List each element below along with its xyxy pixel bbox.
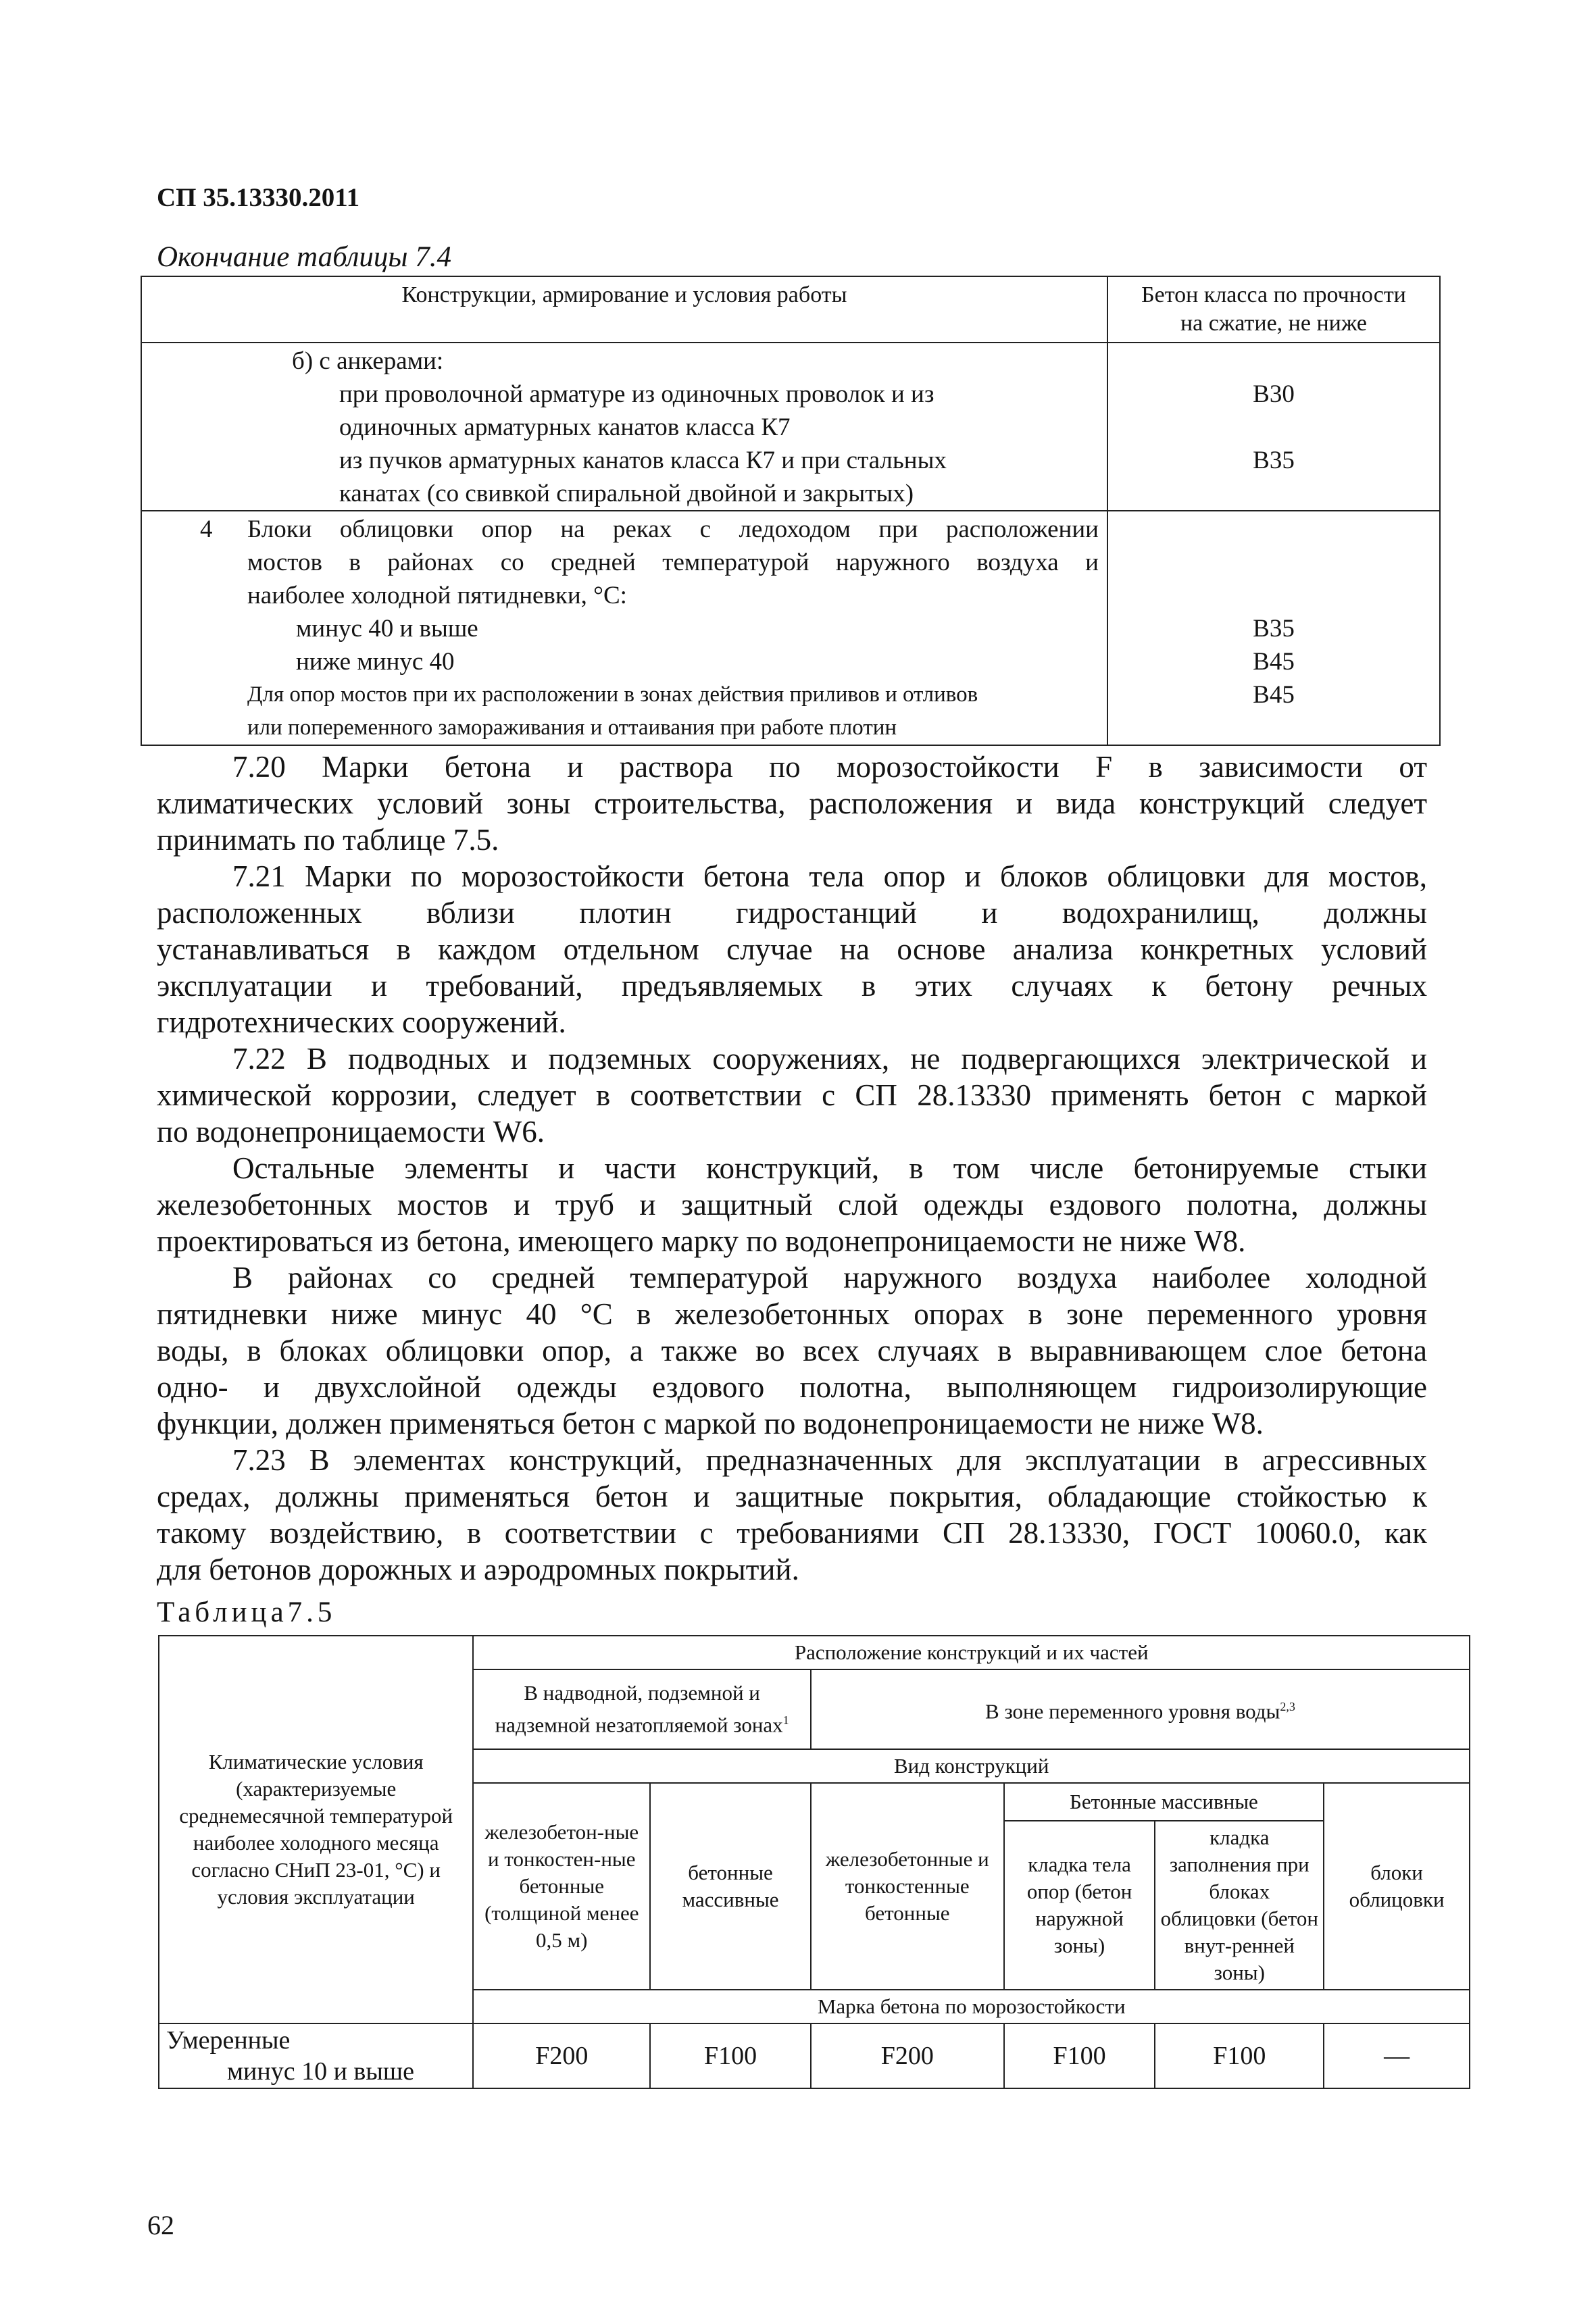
table-7-5-caption: Таблица7.5 bbox=[157, 1596, 336, 1628]
frost-grade-header: Марка бетона по морозостойкости bbox=[473, 1990, 1470, 2023]
row-b-title: б) с анкерами: bbox=[292, 347, 444, 375]
body-text bbox=[157, 749, 1427, 1588]
paragraph-7-23-line: средах, должны применяться бетон и защитные покрытия, обладающие стойкостью к bbox=[157, 1480, 1427, 1513]
col-masonry-body: кладка тела опор (бетон наружной зоны) bbox=[1004, 1821, 1155, 1990]
row-b-item2-value: В35 bbox=[1253, 447, 1295, 474]
col-facing-blocks: блоки облицовки bbox=[1324, 1783, 1470, 1990]
paragraph-7-21-line: 7.21 Марки по морозостойкости бетона тела опор и блоков облицовки для мостов, bbox=[232, 859, 1427, 893]
row-moderate-label bbox=[159, 2023, 473, 2088]
page-number: 62 bbox=[147, 2210, 174, 2240]
row-4-description bbox=[141, 511, 1107, 745]
row-4-sub2-value: В45 bbox=[1253, 648, 1295, 676]
col-masonry-fill: кладка заполнения при блоках облицовки (бетон внут-ренней зоны) bbox=[1155, 1821, 1324, 1990]
variable-zone-header-text: В зоне переменного уровня воды bbox=[985, 1699, 1280, 1724]
paragraph-regions-line: В районах со средней температурой наружного воздуха наиболее холодной bbox=[232, 1261, 1427, 1294]
table-cell: F100 bbox=[650, 2023, 811, 2088]
paragraph-regions-line: одно- и двухслойной одежды ездового полотна, выполняющем гидроизолирующие bbox=[157, 1370, 1427, 1404]
paragraph-regions-line: воды, в блоках облицовки опор, а также во всех случаях в выравнивающем слое бетона bbox=[157, 1334, 1427, 1367]
row-4-line1: Блоки облицовки опор на реках с ледоходом при расположении bbox=[247, 515, 1099, 543]
table-cell: F200 bbox=[811, 2023, 1004, 2088]
table-cell: F100 bbox=[1004, 2023, 1155, 2088]
climate-conditions-header: Климатические условия (характеризуемые среднемесячной температурой наиболее холодного месяца согласно СНиП 23-01, °С) и условия эксплуатации bbox=[159, 1636, 473, 2023]
row-4-values bbox=[1107, 511, 1440, 745]
table-header-row bbox=[141, 276, 1440, 343]
paragraph-7-21-line: эксплуатации и требований, предъявляемых в этих случаях к бетону речных bbox=[157, 969, 1427, 1003]
table-row bbox=[141, 511, 1440, 745]
above-water-footnote: 1 bbox=[782, 1713, 789, 1728]
row-b-item1-value: В30 bbox=[1253, 380, 1295, 408]
table-row bbox=[159, 1636, 1470, 1669]
row-4-number: 4 bbox=[200, 515, 213, 543]
variable-zone-footnote: 2,3 bbox=[1280, 1700, 1295, 1714]
header-concrete-class-line2: на сжатие, не ниже bbox=[1180, 311, 1367, 336]
paragraph-7-21-line: расположенных вблизи плотин гидростанций и водохранилищ, должны bbox=[157, 896, 1427, 930]
paragraph-7-20-line: 7.20 Марки бетона и раствора по морозостойкости F в зависимости от bbox=[232, 750, 1427, 784]
paragraph-7-22-line: химической коррозии, следует в соответствии с СП 28.13330 применять бетон с маркой bbox=[157, 1078, 1427, 1112]
row-moderate-label-line1: Умеренные bbox=[166, 2026, 291, 2055]
paragraph-other-elements-line: железобетонных мостов и труб и защитный слой одежды ездового полотна, должны bbox=[157, 1188, 1427, 1222]
above-water-header bbox=[473, 1669, 811, 1749]
table-7-4 bbox=[141, 276, 1441, 746]
above-water-header-text: В надводной, подземной и надземной незатопляемой зонах bbox=[495, 1681, 783, 1737]
header-constructions: Конструкции, армирование и условия работы bbox=[141, 276, 1107, 343]
row-4-line3: наиболее холодной пятидневки, °С: bbox=[247, 582, 627, 609]
table-7-5 bbox=[158, 1635, 1470, 2089]
paragraph-7-23-line: для бетонов дорожных и аэродромных покрытий. bbox=[157, 1553, 799, 1586]
paragraph-7-20-line: принимать по таблице 7.5. bbox=[157, 823, 499, 857]
header-concrete-class bbox=[1107, 276, 1440, 343]
paragraph-7-21-line: устанавливаться в каждом отдельном случае на основе анализа конкретных условий bbox=[157, 932, 1427, 966]
paragraph-7-21-line: гидротехнических сооружений. bbox=[157, 1005, 566, 1039]
paragraph-7-23-line: такому воздействию, в соответствии с требованиями СП 28.13330, ГОСТ 10060.0, как bbox=[157, 1516, 1427, 1550]
structure-type-header: Вид конструкций bbox=[473, 1749, 1470, 1783]
paragraph-7-20-line: климатических условий зоны строительства, расположения и вида конструкций следует bbox=[157, 786, 1427, 820]
row-4-sub1: минус 40 и выше bbox=[296, 615, 478, 643]
row-4-note-line2: или попеременного замораживания и оттаивания при работе плотин bbox=[247, 715, 897, 740]
row-b-item1-line2: одиночных арматурных канатов класса К7 bbox=[339, 413, 791, 441]
col-massive: бетонные массивные bbox=[650, 1783, 811, 1990]
paragraph-7-22-line: 7.22 В подводных и подземных сооружениях, не подвергающихся электрической и bbox=[232, 1042, 1427, 1076]
row-b-description bbox=[141, 343, 1107, 511]
paragraph-7-23-line: 7.23 В элементах конструкций, предназначенных для эксплуатации в агрессивных bbox=[232, 1443, 1427, 1477]
table-cell: F100 bbox=[1155, 2023, 1324, 2088]
col-rc-thin-variable: железобетонные и тонкостенные бетонные bbox=[811, 1783, 1004, 1990]
table-row bbox=[159, 2023, 1470, 2088]
row-4-sub1-value: В35 bbox=[1253, 615, 1295, 643]
paragraph-regions-line: функции, должен применяться бетон с маркой по водонепроницаемости не ниже W8. bbox=[157, 1407, 1264, 1440]
table-continuation-caption: Окончание таблицы 7.4 bbox=[157, 241, 452, 273]
paragraph-7-22-line: по водонепроницаемости W6. bbox=[157, 1115, 545, 1149]
table-cell: — bbox=[1324, 2023, 1470, 2088]
header-concrete-class-line1: Бетон класса по прочности bbox=[1141, 282, 1406, 307]
row-4-sub2: ниже минус 40 bbox=[296, 648, 455, 676]
row-moderate-label-line2: минус 10 и выше bbox=[227, 2057, 415, 2086]
location-header: Расположение конструкций и их частей bbox=[473, 1636, 1470, 1669]
document-code: СП 35.13330.2011 bbox=[157, 183, 360, 212]
row-b-item2-line1: из пучков арматурных канатов класса К7 и при стальных bbox=[339, 447, 947, 474]
table-row bbox=[141, 343, 1440, 511]
paragraph-other-elements-line: проектироваться из бетона, имеющего марку по водонепроницаемости не ниже W8. bbox=[157, 1224, 1246, 1258]
row-4-note-line1: Для опор мостов при их расположении в зонах действия приливов и отливов bbox=[247, 682, 978, 707]
table-cell: F200 bbox=[473, 2023, 650, 2088]
row-4-line2: мостов в районах со средней температурой наружного воздуха и bbox=[247, 549, 1099, 576]
row-b-item2-line2: канатах (со свивкой спиральной двойной и закрытых) bbox=[339, 480, 914, 507]
row-b-item1-line1: при проволочной арматуре из одиночных проволок и из bbox=[339, 380, 934, 408]
variable-zone-header bbox=[811, 1669, 1470, 1749]
concrete-massive-header: Бетонные массивные bbox=[1004, 1783, 1324, 1821]
paragraph-other-elements-line: Остальные элементы и части конструкций, в том числе бетонируемые стыки bbox=[232, 1151, 1427, 1185]
col-rc-thin: железобетон-ные и тонкостен-ные бетонные (толщиной менее 0,5 м) bbox=[473, 1783, 650, 1990]
paragraph-regions-line: пятидневки ниже минус 40 °С в железобетонных опорах в зоне переменного уровня bbox=[157, 1297, 1427, 1331]
row-4-note-value: В45 bbox=[1253, 681, 1295, 709]
row-b-values bbox=[1107, 343, 1440, 511]
